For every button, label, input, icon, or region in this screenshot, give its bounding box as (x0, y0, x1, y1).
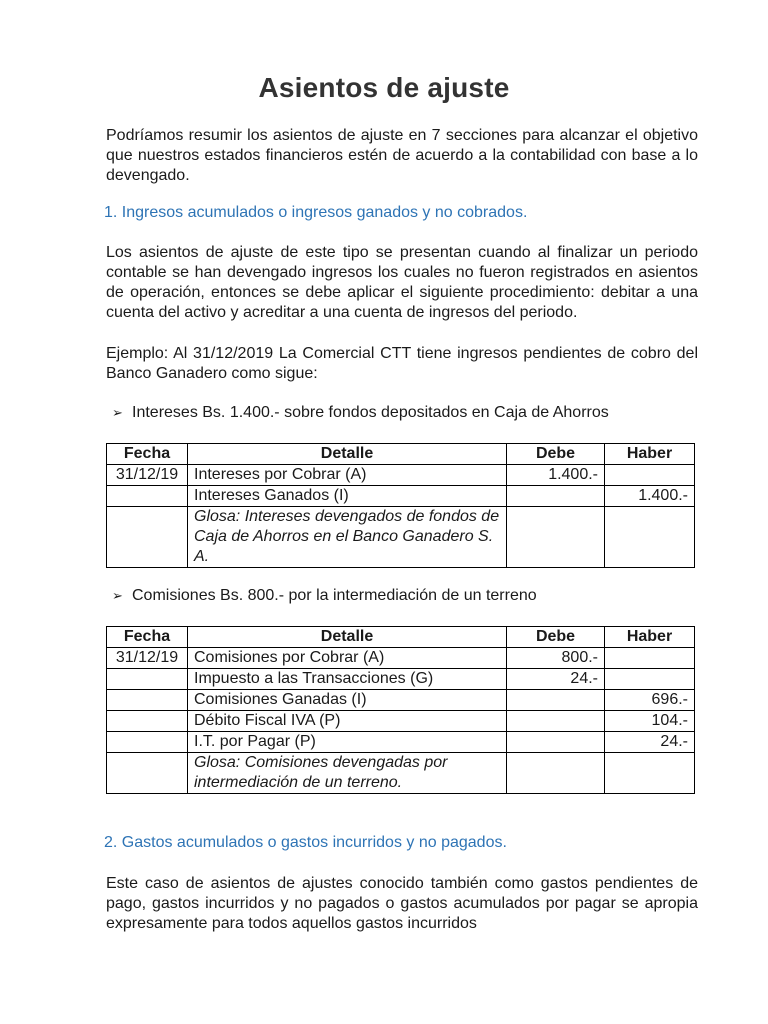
cell-haber (605, 753, 695, 794)
cell-fecha (107, 732, 188, 753)
ledger-table-comisiones (106, 626, 695, 794)
header-detalle: Detalle (188, 627, 507, 648)
cell-debe (507, 507, 605, 568)
example-paragraph: Ejemplo: Al 31/12/2019 La Comercial CTT tiene ingresos pendientes de cobro del Banco Ganadero como sigue: (106, 345, 698, 382)
table-row (107, 486, 695, 507)
header-fecha: Fecha (107, 444, 188, 465)
arrow-bullet-icon: ➢ (112, 588, 123, 603)
cell-detalle: Intereses por Cobrar (A) (188, 465, 507, 486)
table-header-row (107, 444, 695, 465)
bullet-text: Intereses Bs. 1.400.- sobre fondos depositados en Caja de Ahorros (132, 404, 609, 421)
cell-glosa: Glosa: Intereses devengados de fondos de Caja de Ahorros en el Banco Ganadero S. A. (188, 507, 507, 568)
cell-fecha (107, 690, 188, 711)
cell-fecha (107, 486, 188, 507)
cell-fecha (107, 753, 188, 794)
cell-detalle: Impuesto a las Transacciones (G) (188, 669, 507, 690)
header-debe: Debe (507, 627, 605, 648)
bullet-intereses (112, 403, 609, 423)
header-haber: Haber (605, 444, 695, 465)
cell-debe: 800.- (507, 648, 605, 669)
header-fecha: Fecha (107, 627, 188, 648)
cell-detalle: I.T. por Pagar (P) (188, 732, 507, 753)
section-1-heading (104, 203, 527, 223)
cell-haber: 104.- (605, 711, 695, 732)
page-title: Asientos de ajuste (258, 72, 510, 103)
table-row (107, 711, 695, 732)
section-2-title: Gastos acumulados o gastos incurridos y no pagados. (121, 834, 507, 851)
cell-debe: 24.- (507, 669, 605, 690)
cell-detalle: Débito Fiscal IVA (P) (188, 711, 507, 732)
header-detalle: Detalle (188, 444, 507, 465)
cell-debe (507, 753, 605, 794)
cell-fecha (107, 669, 188, 690)
cell-haber: 24.- (605, 732, 695, 753)
table-row (107, 648, 695, 669)
cell-fecha (107, 507, 188, 568)
cell-fecha (107, 711, 188, 732)
section-2-number: 2. (104, 834, 118, 851)
table-row (107, 465, 695, 486)
cell-haber: 696.- (605, 690, 695, 711)
cell-haber: 1.400.- (605, 486, 695, 507)
intro-paragraph: Podríamos resumir los asientos de ajuste en 7 secciones para alcanzar el objetivo que nuestros estados financieros estén de acuerdo a la contabilidad con base a lo devengado. (106, 127, 698, 184)
section-1-number: 1. (104, 204, 118, 221)
table-row (107, 669, 695, 690)
bullet-comisiones (112, 586, 537, 606)
arrow-bullet-icon: ➢ (112, 405, 123, 420)
bullet-text: Comisiones Bs. 800.- por la intermediación de un terreno (132, 587, 537, 604)
table-header-row (107, 627, 695, 648)
header-haber: Haber (605, 627, 695, 648)
cell-glosa: Glosa: Comisiones devengadas por intermediación de un terreno. (188, 753, 507, 794)
cell-debe: 1.400.- (507, 465, 605, 486)
section-2-paragraph: Este caso de asientos de ajustes conocido también como gastos pendientes de pago, gastos incurridos y no pagados o gastos acumulados por pagar se apropia expresamente para todos aquellos gastos incurridos (106, 875, 698, 932)
header-debe: Debe (507, 444, 605, 465)
table-row-glosa (107, 753, 695, 794)
ledger-table-intereses (106, 443, 695, 568)
cell-haber (605, 669, 695, 690)
cell-haber (605, 465, 695, 486)
section-2-heading (104, 833, 507, 853)
section-1-title: Ingresos acumulados o ingresos ganados y no cobrados. (121, 204, 528, 221)
cell-fecha: 31/12/19 (107, 648, 188, 669)
cell-haber (605, 507, 695, 568)
cell-debe (507, 732, 605, 753)
table-row-glosa (107, 507, 695, 568)
cell-detalle: Intereses Ganados (I) (188, 486, 507, 507)
table-row (107, 690, 695, 711)
cell-debe (507, 690, 605, 711)
cell-detalle: Comisiones Ganadas (I) (188, 690, 507, 711)
section-1-paragraph: Los asientos de ajuste de este tipo se presentan cuando al finalizar un periodo contable se han devengado ingresos los cuales no fueron registrados en asientos de operación, entonces se debe aplicar el siguiente procedimiento: debitar a una cuenta del activo y acreditar a una cuenta de ingresos del periodo. (106, 244, 698, 321)
cell-debe (507, 486, 605, 507)
table-row (107, 732, 695, 753)
cell-haber (605, 648, 695, 669)
cell-debe (507, 711, 605, 732)
cell-fecha: 31/12/19 (107, 465, 188, 486)
cell-detalle: Comisiones por Cobrar (A) (188, 648, 507, 669)
